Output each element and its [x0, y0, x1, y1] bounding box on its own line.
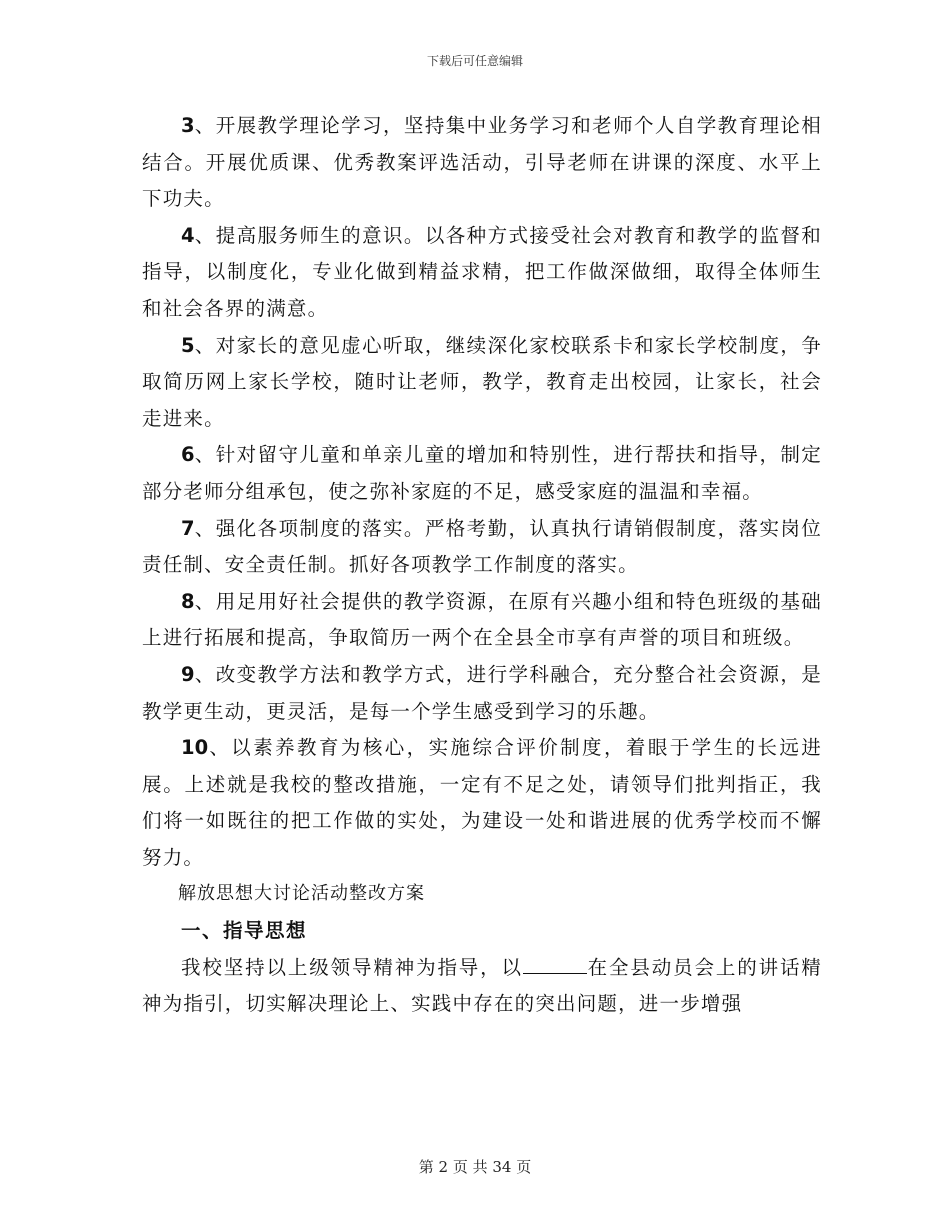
item-number: 6 [181, 443, 195, 467]
document-subtitle: 解放思想大讨论活动整改方案 [178, 883, 425, 905]
item-text: 、对家长的意见虚心听取，继续深化家校联系卡和家长学校制度，争取简历网上家长学校，随时让老师，教学，教育走出校园，让家长，社会走进来。 [142, 333, 822, 430]
fill-in-blank [523, 953, 587, 974]
paragraph-text-before: 我校坚持以上级领导精神为指导，以 [181, 955, 523, 979]
item-text: 、针对留守儿童和单亲儿童的增加和特别性，进行帮扶和指导，制定部分老师分组承包，使之弥补家庭的不足，感受家庭的温温和幸福。 [142, 443, 822, 503]
item-text: 、提高服务师生的意识。以各种方式接受社会对教育和教学的监督和指导，以制度化，专业化做到精益求精，把工作做深做细，取得全体师生和社会各界的满意。 [142, 223, 822, 320]
list-item [142, 108, 822, 218]
item-text: 、用足用好社会提供的教学资源，在原有兴趣小组和特色班级的基础上进行拓展和提高，争取简历一两个在全县全市享有声誉的项目和班级。 [142, 589, 822, 650]
list-item [142, 730, 822, 876]
final-paragraph [142, 950, 822, 1023]
item-number: 8 [181, 589, 195, 613]
paragraph-text-after: 在全县动员会上的讲话精神为指引，切实解决理论上、实践中存在的突出问题，进一步增强 [142, 955, 823, 1016]
list-item [142, 584, 822, 657]
page-footer: 第 2 页 共 34 页 [418, 1158, 532, 1176]
list-item [142, 511, 822, 584]
item-number: 7 [181, 516, 195, 540]
item-number: 10 [181, 736, 209, 760]
item-number: 4 [181, 223, 195, 247]
list-item [142, 218, 822, 328]
document-body [142, 108, 822, 1023]
item-number: 5 [181, 333, 195, 357]
item-text: 、以素养教育为核心，实施综合评价制度，着眼于学生的长远进展。上述就是我校的整改措施，一定有不足之处，请领导们批判指正，我们将一如既往的把工作做的实处，为建设一处和谐进展的优秀学校而不懈努力。 [142, 736, 822, 869]
section-heading: 一、指导思想 [181, 919, 308, 943]
item-text: 、改变教学方法和教学方式，进行学科融合，充分整合社会资源，是教学更生动，更灵活，是每一个学生感受到学习的乐趣。 [142, 662, 822, 723]
item-number: 9 [181, 662, 195, 686]
list-item [142, 328, 822, 438]
item-text: 、强化各项制度的落实。严格考勤，认真执行请销假制度，落实岗位责任制、安全责任制。抓好各项教学工作制度的落实。 [142, 516, 822, 577]
page-header: 下载后可任意编辑 [426, 54, 523, 68]
item-number: 3 [181, 114, 195, 137]
list-item [142, 437, 822, 510]
item-text: 、开展教学理论学习，坚持集中业务学习和老师个人自学教育理论相结合。开展优质课、优秀教案评选活动，引导老师在讲课的深度、水平上下功夫。 [142, 114, 822, 211]
list-item [142, 657, 822, 730]
